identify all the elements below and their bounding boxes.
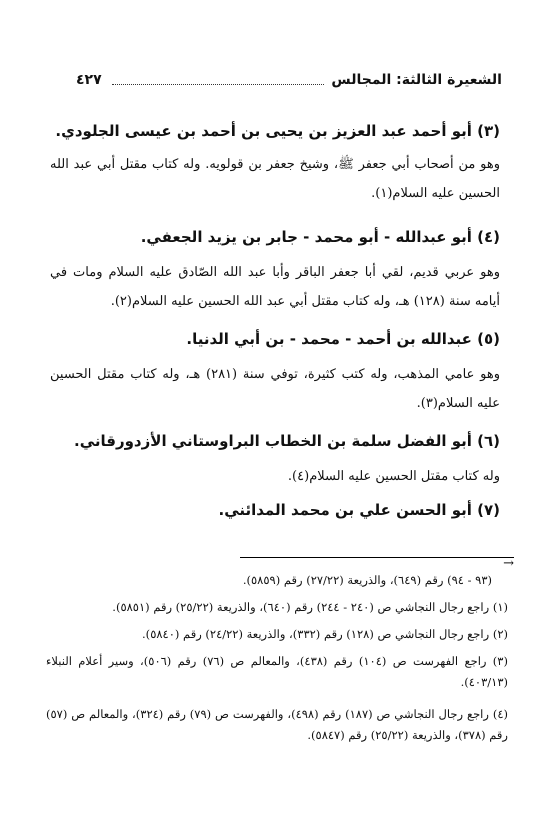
entry-text-3: وهو من أصحاب أبي جعفر ﷺ، وشيخ جعفر بن قولويه. وله كتاب مقتل أبي عبد الله الحسين عليه السلام(١).	[50, 157, 500, 201]
footnote-3: (٣) راجع الفهرست ص (١٠٤) رقم (٤٣٨)، والمعالم ص (٧٦) رقم (٥٠٦)، وسير أعلام النبلاء (٤٠٣/١٣).	[46, 654, 508, 689]
footnote-2: (٢) راجع رجال النجاشي ص (١٢٨) رقم (٣٣٢)، والذريعة (٢٤/٢٢) رقم (٥٨٤٠).	[142, 627, 508, 641]
entry-heading-4: (٤) أبو عبدالله - أبو محمد - جابر بن يزيد الجعفي.	[140, 228, 500, 246]
footnote-continuation: (٩٣ - ٩٤) رقم (٦٤٩)، والذريعة (٢٧/٢٢) رقم (٥٨٥٩).	[242, 573, 492, 587]
entry-text-5: وهو عامي المذهب، وله كتب كثيرة، توفي سنة (٢٨١) هـ، وله كتاب مقتل الحسين عليه السلام(٣).	[50, 367, 500, 411]
page-number: ٤٢٧	[76, 72, 108, 88]
footnote-1: (١) راجع رجال النجاشي ص (٢٤٠ - ٢٤٤) رقم (٦٤٠)، والذريعة (٢٥/٢٢) رقم (٥٨٥١).	[112, 600, 508, 614]
entry-heading-6: (٦) أبو الفضل سلمة بن الخطاب البراوستاني الأزدورقاني.	[74, 432, 500, 450]
running-header	[76, 72, 502, 94]
entry-heading-3: (٣) أبو أحمد عبد العزيز بن يحيى بن أحمد بن عيسى الجلودي.	[55, 122, 500, 140]
entry-heading-5: (٥) عبدالله بن أحمد - محمد - بن أبي الدنيا.	[186, 330, 500, 348]
footnote-divider	[240, 557, 514, 558]
entry-heading-7: (٧) أبو الحسن علي بن محمد المدائني.	[218, 501, 500, 519]
entry-text-6: وله كتاب مقتل الحسين عليه السلام(٤).	[287, 469, 500, 484]
footnote-4: (٤) راجع رجال النجاشي ص (١٨٧) رقم (٤٩٨)، والفهرست ص (٧٩) رقم (٣٢٤)، والمعالم ص (٥٧) رقم (٣٧٨)، والذريعة (٢٥/٢٢) رقم (٥٨٤٧).	[46, 707, 508, 742]
chapter-title: الشعيرة الثالثة: المجالس	[325, 72, 502, 88]
continuation-arrow: →	[503, 556, 514, 571]
entry-text-4: وهو عربي قديم، لقي أبا جعفر الباقر وأبا عبد الله الصّادق عليه السلام ومات في أيامه سنة (١٢٨) هـ، وله كتاب مقتل أبي عبد الله الحسين عليه السلام(٢).	[50, 265, 500, 309]
